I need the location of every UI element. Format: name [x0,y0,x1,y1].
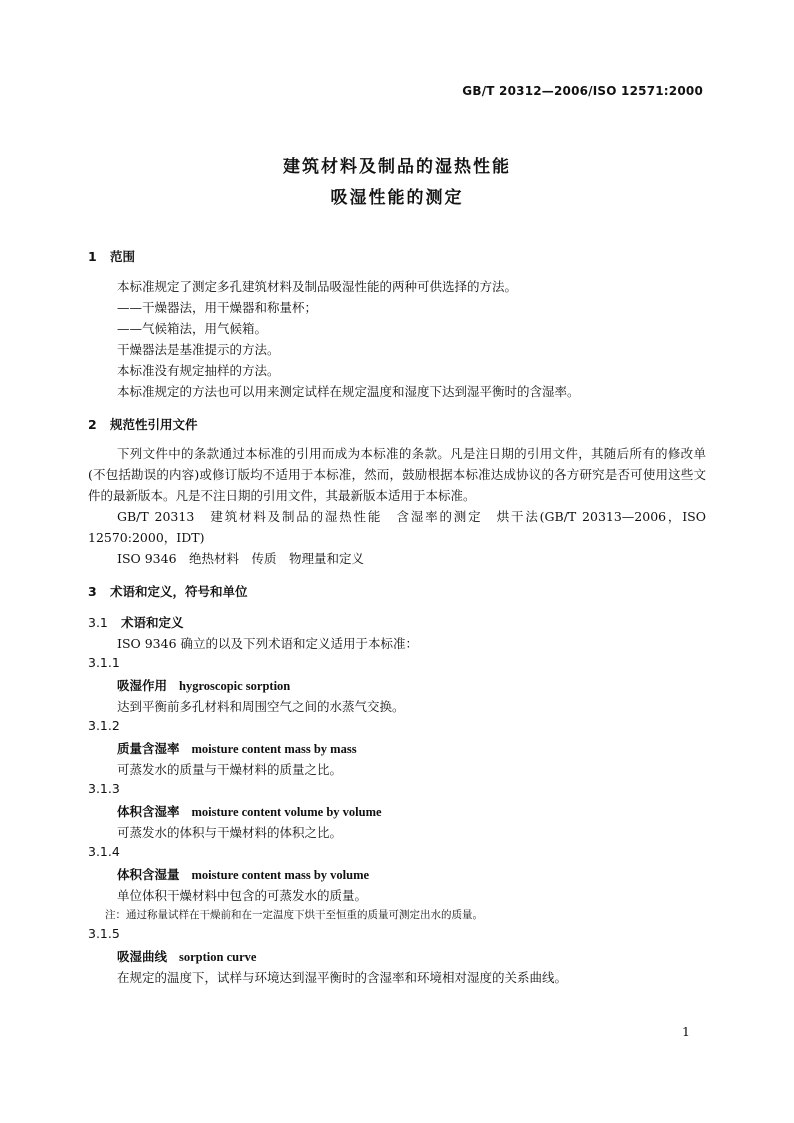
section-1-title: 范围 [110,249,136,264]
section-2-heading [88,415,198,433]
page-number: 1 [682,1024,690,1039]
term-1-zh: 吸湿作用 [117,678,168,693]
title-line-1: 建筑材料及制品的湿热性能 [283,157,511,177]
s1-para-1: 本标准规定了测定多孔建筑材料及制品吸湿性能的两种可供选择的方法。 [117,279,518,294]
term-2-zh: 质量含湿率 [117,741,180,756]
term-4-definition: 单位体积干燥材料中包含的可蒸发水的质量。 [117,888,368,903]
term-4-name [117,865,369,883]
term-3-definition: 可蒸发水的体积与干燥材料的体积之比。 [117,825,343,840]
term-5-number: 3.1.5 [88,926,120,941]
s2-ref-1: GB/T 20313 建筑材料及制品的湿热性能 含湿率的测定 烘干法(GB/T 20313—2006，ISO 12570:2000，IDT) [88,509,706,545]
s1-para-6: 本标准规定的方法也可以用来测定试样在规定温度和湿度下达到湿平衡时的含湿率。 [117,384,580,399]
term-1-number: 3.1.1 [88,655,120,670]
section-3-heading [88,582,248,600]
term-3-name [117,802,382,820]
term-4-zh: 体积含湿量 [117,867,180,882]
term-1-definition: 达到平衡前多孔材料和周围空气之间的水蒸气交换。 [117,699,405,714]
s1-para-3: ——气候箱法，用气候箱。 [117,321,268,336]
subsection-3-1-title: 术语和定义 [121,615,184,630]
term-2-en: moisture content mass by mass [191,742,357,756]
term-3-zh: 体积含湿率 [117,804,180,819]
s3-intro: ISO 9346 确立的以及下列术语和定义适用于本标准： [117,636,419,651]
section-3-number: 3 [88,584,97,599]
s2-para: 下列文件中的条款通过本标准的引用而成为本标准的条款。凡是注日期的引用文件，其随后所有的修改单(不包括勘误的内容)或修订版均不适用于本标准，然而，鼓励根据本标准达成协议的各方研究是否可使用这些文件的最新版本。凡是不注日期的引用文件，其最新版本适用于本标准。 [88,446,706,503]
term-4-number: 3.1.4 [88,844,120,859]
s1-para-5: 本标准没有规定抽样的方法。 [117,363,280,378]
term-1-name [117,676,290,694]
term-5-en: sorption curve [179,950,257,964]
standard-code: GB/T 20312—2006/ISO 12571:2000 [462,84,703,98]
term-5-definition: 在规定的温度下，试样与环境达到湿平衡时的含湿率和环境相对湿度的关系曲线。 [117,970,568,985]
subsection-3-1-heading [88,613,184,631]
term-4-note: 注：通过称量试样在干燥前和在一定温度下烘干至恒重的质量可测定出水的质量。 [105,909,483,921]
section-1-heading [88,247,135,265]
term-2-name [117,739,357,757]
term-3-en: moisture content volume by volume [191,805,382,819]
term-2-number: 3.1.2 [88,718,120,733]
section-1-number: 1 [88,249,97,264]
section-2-number: 2 [88,417,97,432]
title-line-2: 吸湿性能的测定 [330,188,464,208]
term-5-name [117,947,256,965]
term-3-number: 3.1.3 [88,781,120,796]
s2-ref-2: ISO 9346 绝热材料 传质 物理量和定义 [117,551,365,566]
term-5-zh: 吸湿曲线 [117,949,168,964]
section-3-title: 术语和定义，符号和单位 [110,584,248,599]
s1-para-4: 干燥器法是基准提示的方法。 [117,342,280,357]
subsection-3-1-number: 3.1 [88,615,108,630]
s1-para-2: ——干燥器法，用干燥器和称量杯； [117,300,318,315]
section-2-title: 规范性引用文件 [110,417,198,432]
term-2-definition: 可蒸发水的质量与干燥材料的质量之比。 [117,762,343,777]
term-1-en: hygroscopic sorption [179,679,291,693]
term-4-en: moisture content mass by volume [191,868,370,882]
